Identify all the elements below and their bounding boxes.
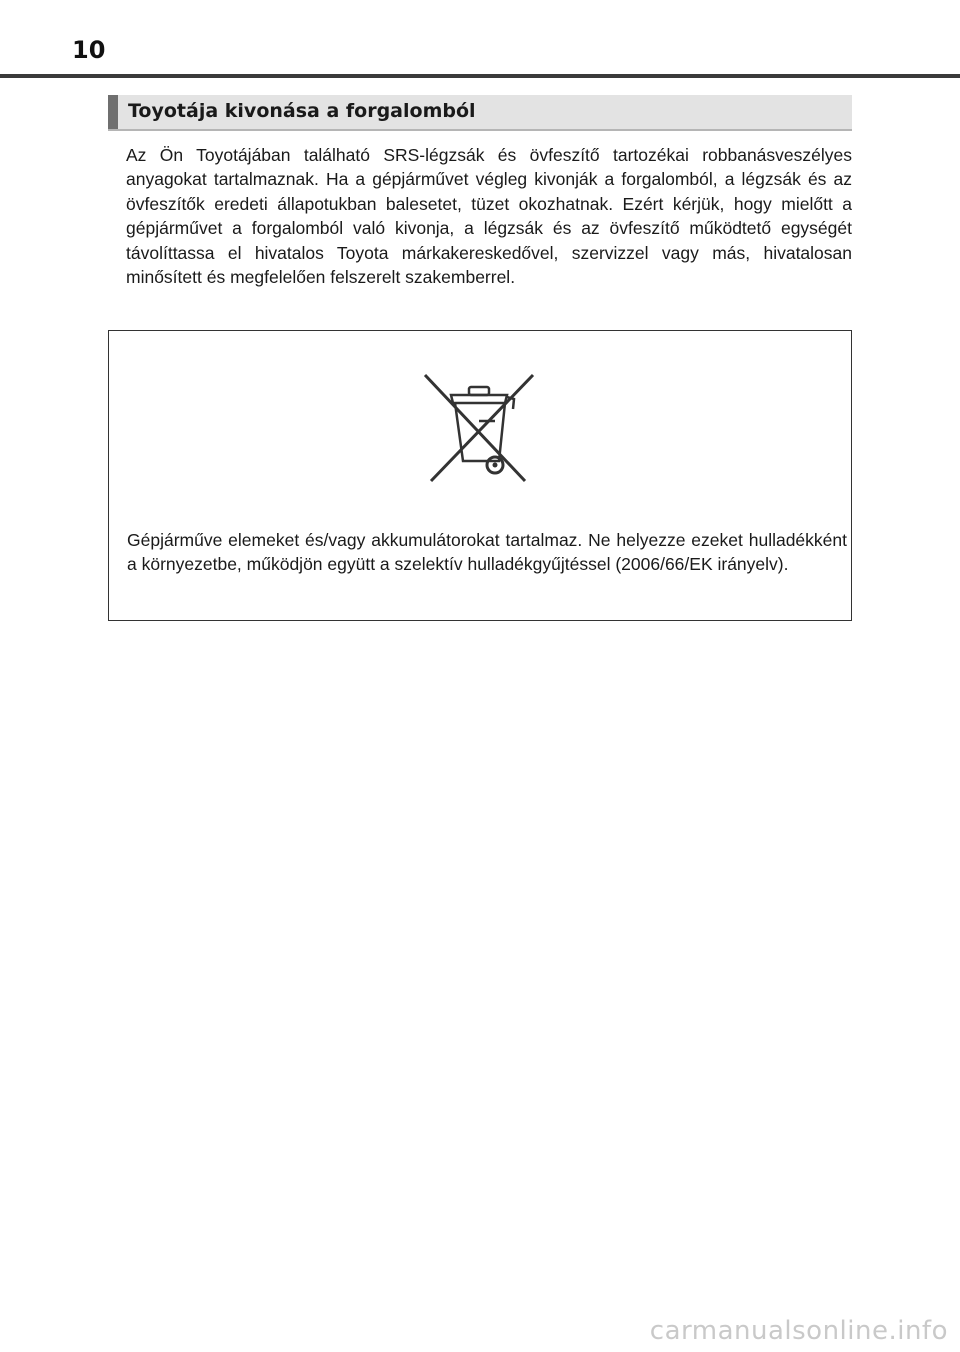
notice-box xyxy=(108,330,852,621)
page-number: 10 xyxy=(72,36,106,64)
watermark: carmanualsonline.info xyxy=(649,1316,948,1346)
section-header xyxy=(108,95,852,131)
body-paragraph: Az Ön Toyotájában található SRS-légzsák és övfeszítő tartozékai robbanásveszélyes anyagokat tartalmaznak. Ha a gépjárművet végleg kivonják a forgalomból, a légzsák és az övfeszítők eredeti állapotukban balesetet, tüzet okozhatnak. Ezért kérjük, hogy mielőtt a gépjárművet a forgalomból való kivonja, a légzsák és az övfeszítő működtető egységét távolíttassa el hivatalos Toyota márkakereskedővel, szervizzel vagy más, hivatalosan minősített és megfelelően felszerelt szakemberrel. xyxy=(126,145,852,288)
header-rule xyxy=(0,74,960,78)
crossed-out-wheelie-bin-icon xyxy=(421,369,537,485)
notice-text: Gépjárműve elemeket és/vagy akkumulátorokat tartalmaz. Ne helyezze ezeket hulladékként a környezetbe, működjön együtt a szelektív hulladékgyűjtéssel (2006/66/EK irányelv). xyxy=(127,530,847,575)
section-title: Toyotája kivonása a forgalomból xyxy=(128,100,476,122)
section-header-bar xyxy=(108,95,118,129)
